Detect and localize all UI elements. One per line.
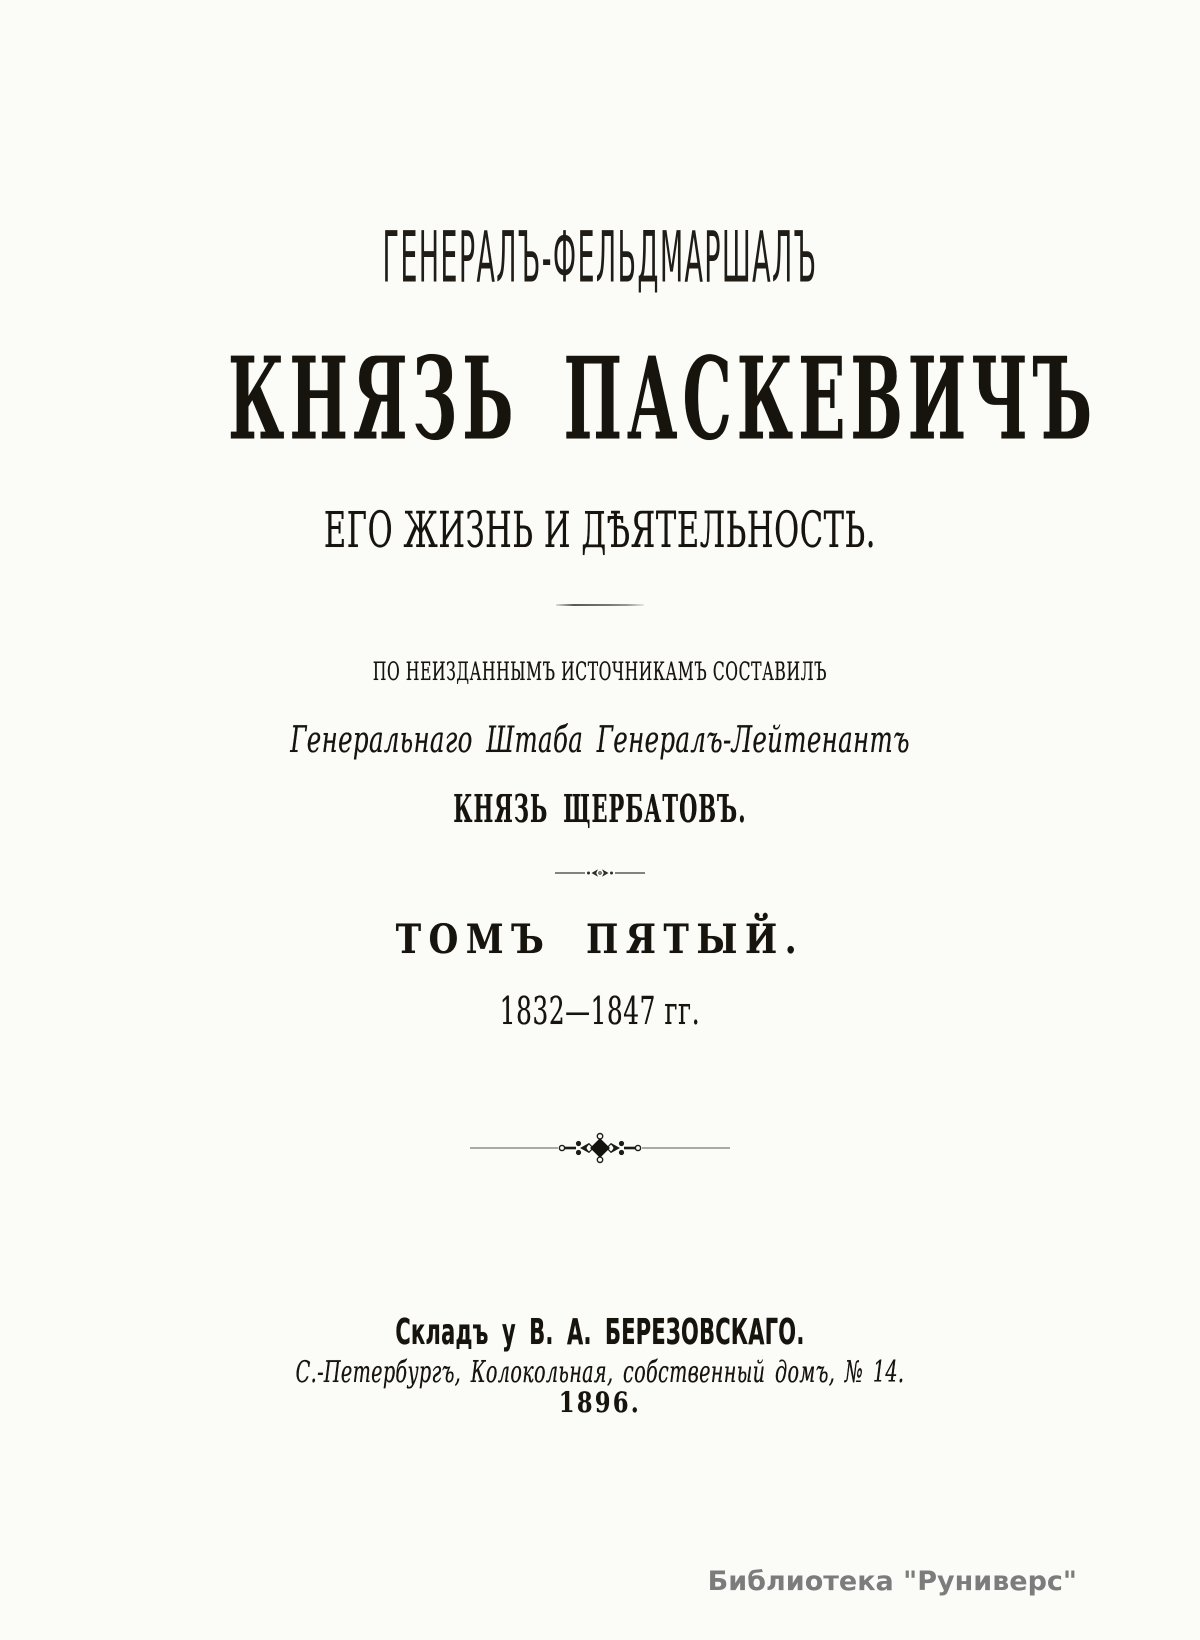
volume-years-line: 1832—1847 гг. — [499, 989, 701, 1033]
author-rank-line: Генеральнаго Штаба Генералъ-Лейтенантъ — [290, 720, 910, 761]
pretitle: ГЕНЕРАЛЪ-ФЕЛЬДМАРШАЛЪ — [382, 216, 818, 300]
author-name: КНЯЗЬ ЩЕРБАТОВЪ. — [453, 786, 747, 831]
publication-year: 1896. — [558, 1386, 642, 1419]
volume-number-line: ТОМЪ ПЯТЫЙ. — [395, 916, 805, 963]
publisher-address-line: С.-Петербургъ, Колокольная, собственный домъ, № 14. — [295, 1355, 905, 1390]
compiled-from-sources-line: ПО НЕИЗДАННЫМЪ ИСТОЧНИКАМЪ СОСТАВИЛЪ — [372, 657, 828, 686]
ornament-divider-large — [470, 1132, 730, 1164]
thin-rule-divider — [556, 604, 644, 606]
publisher-line: Складъ у В. А. БЕРЕЗОВСКАГО. — [395, 1312, 805, 1353]
ornament-divider-small — [555, 866, 645, 880]
book-subtitle: ЕГО ЖИЗНЬ И ДѢЯТЕЛЬНОСТЬ. — [323, 501, 877, 559]
book-title: КНЯЗЬ ПАСКЕВИЧЪ — [228, 332, 1098, 466]
library-watermark: Библиотека "Руниверс" — [707, 1566, 1077, 1597]
